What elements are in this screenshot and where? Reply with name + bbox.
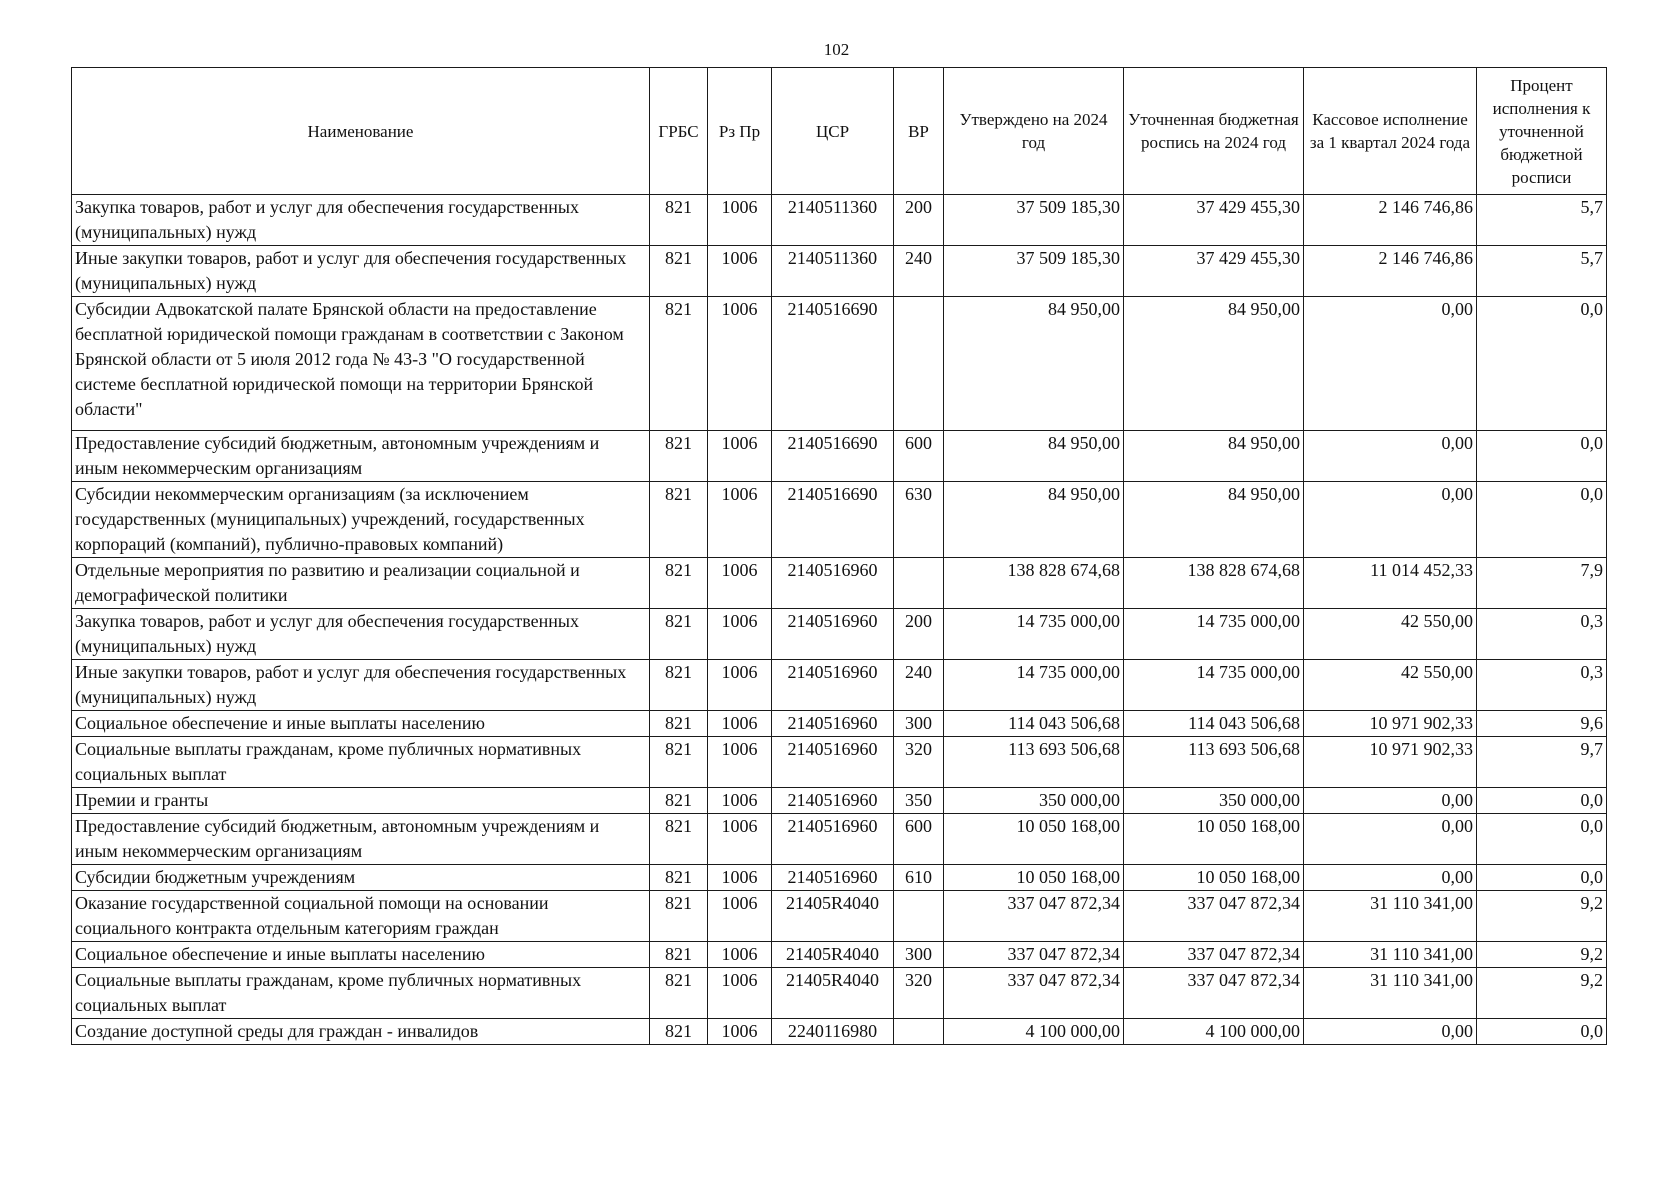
cell-approved: 10 050 168,00 (944, 865, 1124, 891)
cell-percent: 5,7 (1477, 195, 1607, 246)
cell-vr (894, 297, 944, 431)
header-grbs: ГРБС (650, 68, 708, 195)
cell-cash: 10 971 902,33 (1304, 737, 1477, 788)
cell-refined: 10 050 168,00 (1124, 814, 1304, 865)
table-row (72, 968, 1607, 1019)
cell-rzpr: 1006 (708, 482, 772, 558)
cell-approved: 84 950,00 (944, 297, 1124, 431)
cell-refined: 14 735 000,00 (1124, 609, 1304, 660)
cell-grbs: 821 (650, 297, 708, 431)
cell-rzpr: 1006 (708, 431, 772, 482)
cell-rzpr: 1006 (708, 660, 772, 711)
cell-name: Предоставление субсидий бюджетным, автономным учреждениям и иным некоммерческим организациям (72, 814, 650, 865)
cell-cash: 0,00 (1304, 1019, 1477, 1045)
cell-name: Субсидии бюджетным учреждениям (72, 865, 650, 891)
header-name: Наименование (72, 68, 650, 195)
cell-vr: 320 (894, 737, 944, 788)
cell-refined: 37 429 455,30 (1124, 246, 1304, 297)
cell-grbs: 821 (650, 431, 708, 482)
cell-cash: 31 110 341,00 (1304, 942, 1477, 968)
cell-csr: 2140516960 (772, 711, 894, 737)
cell-vr: 600 (894, 431, 944, 482)
cell-vr: 300 (894, 942, 944, 968)
cell-approved: 350 000,00 (944, 788, 1124, 814)
cell-refined: 113 693 506,68 (1124, 737, 1304, 788)
cell-grbs: 821 (650, 942, 708, 968)
cell-approved: 37 509 185,30 (944, 195, 1124, 246)
page-number: 102 (823, 40, 850, 59)
table-row (72, 865, 1607, 891)
cell-refined: 84 950,00 (1124, 431, 1304, 482)
cell-cash: 31 110 341,00 (1304, 891, 1477, 942)
cell-approved: 84 950,00 (944, 482, 1124, 558)
cell-cash: 42 550,00 (1304, 660, 1477, 711)
cell-approved: 14 735 000,00 (944, 609, 1124, 660)
cell-approved: 114 043 506,68 (944, 711, 1124, 737)
cell-grbs: 821 (650, 558, 708, 609)
cell-cash: 0,00 (1304, 297, 1477, 431)
cell-csr: 21405R4040 (772, 968, 894, 1019)
cell-percent: 9,7 (1477, 737, 1607, 788)
cell-csr: 2140516690 (772, 297, 894, 431)
cell-percent: 9,6 (1477, 711, 1607, 737)
cell-grbs: 821 (650, 1019, 708, 1045)
cell-vr: 320 (894, 968, 944, 1019)
cell-rzpr: 1006 (708, 711, 772, 737)
cell-grbs: 821 (650, 865, 708, 891)
cell-cash: 11 014 452,33 (1304, 558, 1477, 609)
cell-csr: 2140516960 (772, 609, 894, 660)
cell-name: Иные закупки товаров, работ и услуг для обеспечения государственных (муниципальных) нужд (72, 246, 650, 297)
cell-refined: 4 100 000,00 (1124, 1019, 1304, 1045)
cell-percent: 0,3 (1477, 609, 1607, 660)
cell-approved: 10 050 168,00 (944, 814, 1124, 865)
cell-approved: 113 693 506,68 (944, 737, 1124, 788)
cell-name: Закупка товаров, работ и услуг для обеспечения государственных (муниципальных) нужд (72, 609, 650, 660)
cell-rzpr: 1006 (708, 297, 772, 431)
cell-cash: 2 146 746,86 (1304, 246, 1477, 297)
cell-name: Создание доступной среды для граждан - инвалидов (72, 1019, 650, 1045)
cell-csr: 2140516960 (772, 558, 894, 609)
cell-cash: 42 550,00 (1304, 609, 1477, 660)
cell-rzpr: 1006 (708, 558, 772, 609)
header-percent: Процент исполнения к уточненной бюджетной росписи (1477, 68, 1607, 195)
cell-vr: 350 (894, 788, 944, 814)
cell-grbs: 821 (650, 968, 708, 1019)
cell-refined: 337 047 872,34 (1124, 891, 1304, 942)
cell-name: Социальные выплаты гражданам, кроме публичных нормативных социальных выплат (72, 737, 650, 788)
table-row (72, 788, 1607, 814)
cell-rzpr: 1006 (708, 968, 772, 1019)
cell-csr: 21405R4040 (772, 942, 894, 968)
cell-grbs: 821 (650, 711, 708, 737)
cell-approved: 4 100 000,00 (944, 1019, 1124, 1045)
cell-name: Премии и гранты (72, 788, 650, 814)
cell-approved: 84 950,00 (944, 431, 1124, 482)
cell-refined: 337 047 872,34 (1124, 968, 1304, 1019)
cell-vr: 200 (894, 609, 944, 660)
cell-rzpr: 1006 (708, 942, 772, 968)
cell-percent: 0,0 (1477, 814, 1607, 865)
cell-percent: 0,0 (1477, 482, 1607, 558)
cell-csr: 2140511360 (772, 246, 894, 297)
cell-rzpr: 1006 (708, 246, 772, 297)
cell-refined: 84 950,00 (1124, 482, 1304, 558)
cell-name: Субсидии Адвокатской палате Брянской области на предоставление бесплатной юридической помощи гражданам в соответствии с Законом Брянской области от 5 июля 2012 года № 43-З "О государственной системе бесплатной юридической помощи на территории Брянской области" (72, 297, 650, 431)
cell-vr (894, 558, 944, 609)
cell-vr (894, 1019, 944, 1045)
cell-approved: 337 047 872,34 (944, 942, 1124, 968)
cell-csr: 2140511360 (772, 195, 894, 246)
cell-grbs: 821 (650, 891, 708, 942)
cell-percent: 0,0 (1477, 865, 1607, 891)
cell-refined: 14 735 000,00 (1124, 660, 1304, 711)
cell-percent: 0,3 (1477, 660, 1607, 711)
cell-vr: 200 (894, 195, 944, 246)
cell-percent: 9,2 (1477, 891, 1607, 942)
cell-grbs: 821 (650, 246, 708, 297)
cell-approved: 337 047 872,34 (944, 891, 1124, 942)
table-row (72, 558, 1607, 609)
cell-rzpr: 1006 (708, 865, 772, 891)
table-row (72, 609, 1607, 660)
cell-vr: 300 (894, 711, 944, 737)
header-cash: Кассовое исполнение за 1 квартал 2024 года (1304, 68, 1477, 195)
cell-approved: 337 047 872,34 (944, 968, 1124, 1019)
cell-csr: 2140516960 (772, 660, 894, 711)
table-row (72, 814, 1607, 865)
cell-refined: 350 000,00 (1124, 788, 1304, 814)
budget-table (71, 67, 1607, 1045)
cell-name: Социальное обеспечение и иные выплаты населению (72, 711, 650, 737)
table-header-row (72, 68, 1607, 195)
cell-grbs: 821 (650, 788, 708, 814)
cell-vr: 630 (894, 482, 944, 558)
cell-csr: 2240116980 (772, 1019, 894, 1045)
cell-csr: 2140516960 (772, 737, 894, 788)
cell-percent: 7,9 (1477, 558, 1607, 609)
cell-approved: 14 735 000,00 (944, 660, 1124, 711)
cell-name: Предоставление субсидий бюджетным, автономным учреждениям и иным некоммерческим организациям (72, 431, 650, 482)
cell-name: Иные закупки товаров, работ и услуг для обеспечения государственных (муниципальных) нужд (72, 660, 650, 711)
cell-cash: 0,00 (1304, 788, 1477, 814)
table-row (72, 431, 1607, 482)
header-csr: ЦСР (772, 68, 894, 195)
cell-percent: 0,0 (1477, 297, 1607, 431)
cell-vr: 240 (894, 660, 944, 711)
cell-percent: 0,0 (1477, 431, 1607, 482)
cell-cash: 0,00 (1304, 431, 1477, 482)
cell-name: Отдельные мероприятия по развитию и реализации социальной и демографической политики (72, 558, 650, 609)
cell-grbs: 821 (650, 814, 708, 865)
cell-csr: 2140516960 (772, 788, 894, 814)
cell-vr (894, 891, 944, 942)
cell-percent: 9,2 (1477, 968, 1607, 1019)
cell-percent: 9,2 (1477, 942, 1607, 968)
table-row (72, 195, 1607, 246)
cell-cash: 31 110 341,00 (1304, 968, 1477, 1019)
cell-percent: 0,0 (1477, 788, 1607, 814)
cell-csr: 2140516960 (772, 814, 894, 865)
cell-name: Субсидии некоммерческим организациям (за исключением государственных (муниципальных) учреждений, государственных корпораций (компаний), публично-правовых компаний) (72, 482, 650, 558)
cell-grbs: 821 (650, 609, 708, 660)
cell-grbs: 821 (650, 195, 708, 246)
table-row (72, 942, 1607, 968)
cell-vr: 610 (894, 865, 944, 891)
header-approved: Утверждено на 2024 год (944, 68, 1124, 195)
table-row (72, 711, 1607, 737)
cell-grbs: 821 (650, 482, 708, 558)
cell-rzpr: 1006 (708, 891, 772, 942)
table-row (72, 737, 1607, 788)
cell-name: Оказание государственной социальной помощи на основании социального контракта отдельным категориям граждан (72, 891, 650, 942)
table-row (72, 297, 1607, 431)
table-row (72, 482, 1607, 558)
cell-vr: 240 (894, 246, 944, 297)
cell-refined: 337 047 872,34 (1124, 942, 1304, 968)
cell-rzpr: 1006 (708, 788, 772, 814)
cell-rzpr: 1006 (708, 1019, 772, 1045)
cell-grbs: 821 (650, 737, 708, 788)
cell-percent: 5,7 (1477, 246, 1607, 297)
cell-cash: 0,00 (1304, 865, 1477, 891)
cell-csr: 2140516690 (772, 431, 894, 482)
header-rzpr: Рз Пр (708, 68, 772, 195)
table-row (72, 891, 1607, 942)
cell-vr: 600 (894, 814, 944, 865)
table-body (72, 195, 1607, 1045)
cell-name: Социальные выплаты гражданам, кроме публичных нормативных социальных выплат (72, 968, 650, 1019)
cell-rzpr: 1006 (708, 737, 772, 788)
cell-cash: 0,00 (1304, 482, 1477, 558)
cell-refined: 84 950,00 (1124, 297, 1304, 431)
cell-csr: 2140516960 (772, 865, 894, 891)
cell-refined: 37 429 455,30 (1124, 195, 1304, 246)
cell-name: Социальное обеспечение и иные выплаты населению (72, 942, 650, 968)
cell-csr: 2140516690 (772, 482, 894, 558)
cell-csr: 21405R4040 (772, 891, 894, 942)
cell-cash: 0,00 (1304, 814, 1477, 865)
cell-refined: 10 050 168,00 (1124, 865, 1304, 891)
header-vr: ВР (894, 68, 944, 195)
cell-approved: 37 509 185,30 (944, 246, 1124, 297)
cell-rzpr: 1006 (708, 609, 772, 660)
cell-cash: 2 146 746,86 (1304, 195, 1477, 246)
cell-rzpr: 1006 (708, 195, 772, 246)
table-row (72, 1019, 1607, 1045)
cell-cash: 10 971 902,33 (1304, 711, 1477, 737)
table-row (72, 246, 1607, 297)
cell-percent: 0,0 (1477, 1019, 1607, 1045)
cell-refined: 114 043 506,68 (1124, 711, 1304, 737)
cell-refined: 138 828 674,68 (1124, 558, 1304, 609)
cell-grbs: 821 (650, 660, 708, 711)
cell-name: Закупка товаров, работ и услуг для обеспечения государственных (муниципальных) нужд (72, 195, 650, 246)
cell-rzpr: 1006 (708, 814, 772, 865)
table-row (72, 660, 1607, 711)
header-refined: Уточненная бюджетная роспись на 2024 год (1124, 68, 1304, 195)
cell-approved: 138 828 674,68 (944, 558, 1124, 609)
